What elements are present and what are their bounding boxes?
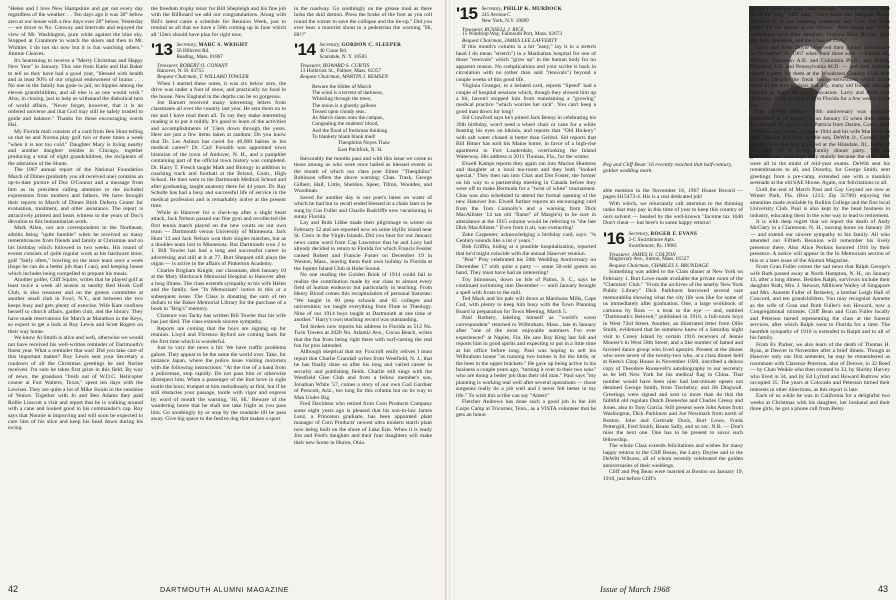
paragraph: Inexorably the months pass and with this issue we come to those among us who were once hailed as blessed events in the month of which our class poet Elmer "Theophilus" Robinson offers the above warning: Chas. Trask, George Gilbert, Hall, Little, Sheldon, Speer, Tilton, Wooldes, and Woodman. [294,155,432,195]
paragraph: Toy Simonson, down on Isle of Palms, S. C., says he continued swimming into December — until January brought a spell with frosts to the mill. [456,276,596,296]
class-officers [481,6,562,24]
paragraph: Mark Allen, our ace correspondent in the Northeast, admits being "quite humble" when he received so many remembrances from friends and family at Christmas and on his birthday which followed in two weeks. His round of events consists of quite regular work at his hardware store, golf "fairly often," bowling on the store team once a week (hope he can do a better job than I can), and keeping house which includes being compelled to prepare his meals. [8,225,143,277]
treasurer: Treasurer, RUSSELL J. RICE [462,27,525,33]
treasurer-address: Magistrary Ave., Sutton, Mass. 01527 [609,256,690,263]
left-page [0,0,446,600]
paragraph: From Ev Parker, we also learn of the death of Thomas H. Ryan, at Denver in November after a brief illness. Though at Hanover only our first semester, he may be remembered as roommate with Clarence Peterson, also of Denver, in 32 Reed — by Chan Weikle who then roomed in 33, by Shirley Harvey who lived in 34, and by Ed Lyford and Howard Ruttrow who occupied 35. The years at Colorado and Peterson turned their interests in other directions, as this report is late. [750,341,890,393]
paragraph: If this month's column is a bit "zany," lay it to a stretch head I do mean "stretch") in a Manhattan hospital for one of those "renovals" which "grow up" in the human body for no apparent reason. No complications and your scribe is back in circulation with no (other than said "renovals") beyond a couple weeks of this good life. [456,44,596,83]
paragraph: It's heartening to receive a "Merry Christmas and Happy New Year" in January. This one from Katie and Hal Baker to tell us they have had a good year, "blessed with health and at least 90% of our original endowment of brains . . . No one in the family has gone to jail, no hippies among the eleven grandchildren, and all else is as one would wish." Also, in closing, just to help us withstand the diabolical turn of world affairs, "Never forget, however, that it is an ordered universe and that God may still be safely trusted to guide and balance." Thanks for those encouraging words Hal. [8,57,143,129]
paragraph: Fred Davidson who retired from Corn Products Company some eight years ago is pleased that his son-in-law James Lenz, a Princeton graduate, has been appointed plant manager of Corn Products' newest ultra modern starch plant now being built on the shore of Lake Erie. When it is ready Jim and Fred's daughter and their four daughters will make their new home in Huron, Ohio. [294,401,432,446]
paragraph: When I started these notes, it was six below zero, the drive was under a foot of snow, and practically no food in the house. New England in the depths can be so gorgeous. [151,80,286,100]
paragraph: With which, we reluctantly call attention to the thinning ranks that may pay in this time of year to keep this country of ours solvent — headed by the well-known "Income tax 1040 Don't cheat — but here's to some happy returns! [603,200,743,227]
class-year: '14 [294,40,316,60]
page-number: 42 [8,584,19,594]
poem-line: As March slams onto the campus, [312,115,384,122]
photo-caption: Peg and Cliff Bean '16 recently reached that half-century, golden wedding mark. [603,162,733,175]
column-3 [294,6,432,446]
paragraph: Ted Mack and his pals will down at Marshons Mills, Cape Cod, with plenty to keep him busy with the Town Planning Board in preparation for Town Meeting, March 5. [456,296,596,315]
right-page-number [878,584,888,594]
address-line: 56 Hillcrest Rd. [176,48,210,55]
magazine-title: DARTMOUTH ALUMNI MAGAZINE [160,585,290,594]
class-header-1915 [456,6,596,24]
address-line: Reading, Mass. 01867 [176,54,223,61]
secretary-name: MARC S. WRIGHT [198,42,248,49]
paragraph: Something was added to the Class dinner at New York on February 1. Burt Lowe made available the private room of the "Chemists' Club." "From the archives of the nearby New York Public Library" Dick Parkhurst borrowed several rare memorabilia showing what the city life was like for some of us immediately after graduation. One, a large workbook of cartoons by Ross — a treat to the eye — and, entitled "Dartmouth's Beloved," published in 1916, a full-room boys in West 73rd Street. Another, an illustrated letter from Ollie Smith, evidenced that he somehow knew of a Saturday night visit to Coney Island by certain 1916 receivers of Jennie Moorer's in West 58th Street, and a like number of famed and favored dance group who lived upstairs. Present at the dinner who were seven of the twenty-two who, at a class dinner held at Keen's Chop House in November 1920, inscribed a deluxe copy of Theodore Roosevelt's autobiography to our secretary as he left New York for his medical flag in China. That number would have been nine had last-minute upsets not detained George Smith, from Tischebzy, and Jib Dingwall. Greetings were signed and sent to more than do this the faithful old regulars Dutch Doenecke and Charles Cressy and Jones, also to Tony Garcia. Still present were John Amos from Washington, Dick Parkhurst and Joe Newmark from north of Boston. John and Gertrude Dock, Burt Lowe, Frank Pettengill, Fred Smith, Beans Sally, and so sec. N.B. — Don't miss the next one. One has to be present to savor such fellowship. [603,269,743,443]
paragraph: Reports are coming that the boys are signing up for reunion. Lloyd and Florence Ryford are coming back for the first time which is wonderful. [151,325,286,345]
address-line: New York, N.Y. 10009 [481,18,529,24]
class-officers [628,231,697,249]
secretary-name: PHILIP K. MURDOCK [503,6,563,12]
column-1 [8,6,143,432]
treasurer-address: Hanover, N. H. 03755 [157,67,204,74]
issue-date: Issue of March 1968 [600,584,670,594]
treasurer: Treasurer, ROBERT O. CONANT [157,63,228,70]
treasurer: Treasurer, JAMES H. COLTON [609,251,676,258]
paragraph: Fletcher Andrews has done such a good job in the Job Corps Camp at Tricorner, Tenn., as a VISTA volunteer that he gets an honor [456,399,596,419]
paragraph: the freedom trophy tenor for Bill Shepleigh and his fine job with the Billboard we add our congratulations. Along with Bill's latest came a schedule for Reunion Week, just to remind us all that we have a 56th coming up in June which all '12ers should have plan for right now. [151,6,286,38]
bequest-chairman: Bequest Chairman, T. WILLARD TOWLER [157,74,249,81]
paragraph: Lay and Ruth Libbe made their pilgrimage to winter on February 12 and are reported now on some idyllic island near St. Croix in the Virgin Islands. Did you hear for our January news came word from Cap Lawrence that he and Lucy had already decided to return to Florida for which Francis Fessler caused Robert and Francie Foster on December 19 in Weston, Mass., leaving them their own holiday in Florida at the Jupiter Island Club at Hobe Sound. [294,220,432,272]
treasurer-address: 15 Winthrop Way, Falmouth Port, Mass. 02673 [462,31,562,38]
right-page [450,0,896,600]
paragraph: "Pest" Pray celebrated his 50th Wedding Anniversary on December 17 with quite a party — some 50-odd guests on hand. They must have had an interesting! [456,257,596,277]
paragraph: Clarence von Tacky has written Bill Towler that his wife has just died. The class extends sincere sympathy. [151,312,286,326]
paragraph: Although skeptical that my Foxcroft really relives I must report that Charlie Crandall writes from Westfield, N. J., that he has finally done so after his long and varied career in security and publishing fields. Charlie still sings with the Westfield Glee Club and from a fellow member's son, Jonathan White '57, comes a story of our own Gail Gardner of Prescott, Ariz., too long for this column but on its way to Man Under Big. [294,349,432,401]
column-6 [750,6,890,413]
secretary-name: ROGER F. EVANS [650,230,698,237]
paragraph: Paul Rothery, labeling himself as "world's worst correspondent" returned to Wilbraham, Mass., late in January after "one of the most enjoyable summers I've ever experienced" at Naples, Fla. He saw Ray King last fall and reports him in good spirits and expecting to put in a little time at his office before long. Paul was hoping to sell his Wilbraham house "as running two homes is for the birds, or the bees in the upper brackets." He gave up being active in his business a couple years ago, "turning it over to their two sons" who are doing a better job than their old man." Paul says "my planning is working real well after several operations — those surgeons really do a job well and I never felt better in my life." To wish this scribe can say "Amen!" [456,315,596,399]
poem-signature: Theophilus Noyes Thaw [338,140,390,147]
poem-line: Congealing the students' blood, [312,121,379,128]
paragraph: Virginia Granger, in a belated card, reports "Speed" had a couple of hospital sessions which, though they slowed him up a bit, haven't stopped him from maintaining a "growing" medical practice "which worries her sick". You can't keep a good man down for long! [456,83,596,115]
poem-line: To blankety blank blank mud! [312,134,376,140]
paragraph: Just to vary the news a bit: We have traffic problems galore. They appear to be the same the world over. Take, for instance Japan, where the police issue visiting motorists with the following instructions: "At the rise of a hand from a policeman, stop rapidly. Do not pass him or otherwise disrespect him. When a passenger of the foot hove in sight tootle the horn; trumpet at him melodiously at first, but if he still obstacles your passage, tootle with vigor and express by word of mouth the warning, 'Hi, Hi.' Beware of the wandering horse that he shall not take fright as you pass him. Go soothingly by or stop by the roadside till he pass away. Give big space to the festive dog that makes a sport [151,345,286,423]
paragraph: My Florida mail consists of a card from Ben Hunt telling us that he and Norma play golf two or three times a week "when it is not too cold." Daughter Mary is living nearby and another daughter resides in Chicago, together producing a total of eight grandchildren, the recipients of the adoration of the Hunts. [8,128,143,167]
paragraph: Each of us while he was in California for a delightful two weeks at Christmas with his daughter, her husband and their three girls, he got a phone call from Betsy [750,393,890,413]
paragraph: able mention in the November 16, 1967 House Record — pages H15473-4. His is a real dedicated job! [603,188,743,201]
address-line: Scarsdale, N. Y. 10583 [319,54,367,61]
secretary-role: Secretary, [319,42,341,49]
poem-line: Tossed upon cloudy seas. [312,108,366,115]
class-year: '15 [456,4,478,23]
paragraph: Larry and Rene Doyle observed their golden anniversary on November 30, 1967 when their three sons — Kelvin '40, William, Princeton A.B. and Columbia Ph.D., and Alfred, Princeton A.B. and Pennsylvania M.D. — and their families hosted a party for them at the Woodcrest Country Club near Syosset. Despite the freak heavy snowstorm which made travel in the area perilous that day, many old friends also got through to share the happy occasion. Larry and Rene now (February 1) are on their way to Florida for a few weeks in the sun. [750,44,890,109]
paragraph: Ted Stokes now reports his address in Florida as 512 No. Twin Towers at 2020 No. Atlantic Ave., Cocoa Beach, writes that the fun from being right there with surf-casting the real fun for pros intended. [294,323,432,350]
paragraph: Joe Barnett received many interesting letters from classmates all over the country last year. He sent them on to me and I have read them all. To say they make interesting reading is to put it mildly. It's good to learn of the activities and accomplishments of '13ers down through the years. Here are just a few items taken at random: Do you know that Dr. Les Ashton has cared for 40,000 babies in his medical career? Dr. Carl Forsaith was appointed town historian of the town of Andover, N. H., and a pamphlet containing part of the official town history was completed. Dr. Harry T. Fresch taught Math and Biology in addition to coaching track and football at the Bristol, Conn., High School. He then went to the Dartmouth Medical School and after graduating, taught anatomy there for 44 years. Dr. Ray Schulte has had a busy and successful life of service in the medical profession and is remarkably active at the present time. [151,99,286,210]
paragraph: We know Al Smith is alive and well, otherwise we would not have received his well-written reminder of Dartmouth's finest year. What a reminder that was! Did you take care of this important matter? Roy Lewis sent your Secretary a rundown of all the Christmas greetings he and Norine received. I'm sure he takes first prize in this field. By way of news, the grandson "fresh out of W.O.C. Helicopter course at Fort Walters, Texas," spent ten days with the Lewises. They are quite a lot of Mike Swain in the sunshine of Venice. Together with Jo and Ben Adams they paid Rollie Linscott a visit and report that he is walking around with a cane and looked good in his commander's cap. Roy says that Noonie is improving and will soon be expected to cure him of his slice and keep his head down during his swing. [8,335,143,432]
secretary-role: Secretary, [176,42,198,49]
paragraph: From Gran Fuller comes the sad news that Ralph George's wife Ruth passed away at North Hampton, N. H., on January 13, after a long illness. Besides Ralph, survivors include their daughter Ruth, Mrs. J. Stewart, Millicent Walley of Singapore and Mrs. Annette Fuller of Berkeley, a brother Leigh Hall of Concord, and ten grandchildren. You may recognize Annette as the wife of Gran and Ruth Fuller's son Howard, now a Congregational minister. Cliff Bean and Gran Fuller locally and Peterson turned representing the class at the funeral services, after which Ralph went to Florida for a time. The heartfelt sympathy of 1916 is extended to Ralph and to all of his family. [750,264,890,342]
poem-line: The wind is a torrent of darkness, [312,89,384,96]
class-year: '16 [603,228,625,248]
class-officers [176,42,248,60]
bequest-chairman: Bequest Chairman, MARTIN J. REMSEN [300,74,388,81]
column-4 [456,6,596,419]
paragraph: Until the end of March Paul and Gay Geyand are now at Winter Park, Fla. (Box 1213, Zip 32789) enjoying the amenities made available by Rollins College and the fine local University Club. Paul is also kept by the head business in industry, educating them in the wise way to lead to retirement. [750,186,890,219]
class-header-1916 [603,228,743,249]
paragraph: in the roadway. Go soothingly on the grease mud as there lurks the skid demon. Press the brake of the foot as you roll round the corner to save the collapse and the tie-up." Did you ever hear a motorist shout to a pedestrian the warning "Hi, Hi!?" [294,6,432,38]
bequest-chairman: Bequest Chairman, JAMES LEE LAFFERTY [462,37,558,44]
paragraph: Cliff and Peg Bean were married at Boston on January 19, 1918, just before Cliff's [603,469,743,482]
paragraph: The whole Class extends felicitations and wishes for many happy returns to the Cliff Beans, the Larry Doyles and to the DeWitt Wilsons, all of whom recently celebrated the golden anniversaries of their weddings. [603,443,743,469]
magazine-title-footer [160,585,289,594]
issue-date-footer [600,584,670,594]
paragraph: The DeWitt Wilsons' 50th anniversary was similarly celebrated, as of January 5, on January 15 when their oldest son Donald '41 and his wife Patricia from Darien, Conn.; their youngest son Charles, Colgate 1944 and his wife Martha from New Canaan; and their middle son, DeWitt Jr., Cornell 1947 and his wife Adelina, gathered at the Hinsdale, Ill., home of the latter for a lovely family dinner party. The six grandchildren were kept busy mainly because the older ones were all in the midst of mid-year exams. DeWitt sent his remembrances to all, and Dorothy, for George Smith, sent greetings from a pre-camp, extended one with a manikin serenade at the old SAE House. Again, our felicitations to all. [750,109,890,187]
class-year: '13 [151,40,173,60]
paragraph: Elwell Kamps reports they again ran into Marion Huntress and daughter at a local tea-room and they both "looked special." They then ran into Chas and Dot Foster, the former on his way to a partnership meeting in Canada before they were off to make Bermuda for a "twist of white" tournament. Chas was also scheduled to attend the formal opening of the new Hanover Inn. Elwell further reports an encouraging card from the Tom Connolly's and a warning from Dick MacAllister '14 tan old "flame" of Margie's) to be sure in attendance at the 1915 column would be referring to "the late Dick MacAllister." Even from it all, was overacting! [456,160,596,232]
bequest-chairman: Bequest Chairman, CHARLES S. BRUNDAGE [609,262,709,269]
secretary-role: Secretary, [628,230,650,237]
paragraph: Zeke Carpenter, acknowledging a birthday card, says: "¾ Century sounds like a lot o' years." [456,231,596,244]
left-page-number [8,584,18,594]
paragraph: No one reading the Golden Book of 1914 could fail to realize the contribution made by our class to almost every field of human endeavor but particularly in teaching. From Henry Blood comes this recapitulation of personal histories: "We taught in 60 prep schools and 65 colleges and universities; we taught everything from Flute to Theology. Nine of our 1914 boys taught at Dartmouth at one time or another." Harry's own teaching record was outstanding. [294,272,432,324]
class-officers [319,42,401,60]
paragraph: orders to destroyer duty came through. "Sixteen has been with us all the way," Cliff adds, "since Hobe and Margaret Baker attended us at our wedding ceremony and Gran and Ruth Fuller did the honors at our fiftieth." Also taking part in the celebration were their daughter, Virginia Bean Bryant, their son Jack, grandson, and the Class of 1925." [750,6,890,45]
poem-line: And the flood of freshman thinking [312,127,388,134]
paragraph: The 1967 annual report of the National Foundation March of Dimes (probably you all received one) contains an up-to-date picture of Doc O'Connor and a message from him as its president calling attention to the included expressions from mothers and fathers. We have brought their reports to March of Dimes Birth Defects Center for evaluation, treatment, and other assistance. The report is attractively printed and bears witness to the years of Doc's devotion to this humanitarian work. [8,167,143,225]
column-5 [603,188,743,482]
column-2 [151,6,286,423]
paragraph: "Helen and I love New Hampshire and get out every day regardless of the weather. . . Ten days ago it was 30° below zero at our house with a few days over 20° below. Yesterday — we drove to No. Conway and Intervale and enjoyed the view of Mt. Washington, pure white against the blue sky. Stopped at Cranmore to watch the skiers and then to Mt. Whittier. I do not ski now but it is fun watching others." Jimmie Cleaves. [8,6,143,58]
secretary-name: GORDON C. SLEEPER [341,42,402,49]
address-line: 40 Crane Rd. [319,48,347,55]
address-line: Swarthmore, Pa. 19081 [628,242,678,249]
paragraph: Sid Crawford says he's joined Jack Benny in celebrating his 39th birthday, won't need a wheel chair or cane for a while feasting his eyes on bikinis, and reports that "Old Hickory" with salt water chased is better than Geritol. Sid reports that Bill Bitner has sold his Maine home, in favor of a high-rise apartment in Fort Lauderdale, overlooking the Inland Waterway. His address is 2011 Thomas, Fla., for the winter. [456,115,596,161]
poem-line: Whistling through the trees; [312,96,372,103]
paragraph: Saved for another day is our poet's latest on water of which he had but to recall ended blessed in a chain later to be sung by Gus Fuller and Charlie Radcliffe now vacationing in sunny Florida. [294,194,432,220]
poem-title: Beware the Slides of March [312,83,372,90]
class-header-1914 [294,42,432,60]
paragraph: Another golfer, Cliff Squire, writes that he played golf at least twice a week all season at nearby Red Hook Golf Club, is also treasurer and on the greens committee at another small club in Fowl, N.Y., and between the two keeps busy and gets plenty of exercise. Wife Kate confines herself to church affairs, garden club, and the library. They have made reservations for March at Marathon in the Keys, so expect to get a look at Roy Lewis and Scott Rogers on their way home. [8,277,143,335]
address-line: 2-C Swarthmore Apts. [628,236,675,243]
poem-line: The moon is a ghostly galleon [312,102,376,109]
address-line: 245 Avenue C [481,12,511,18]
class-header-1913 [151,42,286,60]
paragraph: It is with deep regret that we report the death of Andy McClary in a Claremont, N. H., nursing home on January 28 — and extend our sincere sympathy to his family. All who attended our Fiftieth Reunion will remember his lively presence there. Also Alice Perkins honored 1916 by their presence. A notice will appear in the In Memoriam section of this or a later issue of the Alumni Magazine. [750,218,890,264]
page-number: 43 [877,584,888,594]
paragraph: Bob Griffin, hiding at a possible hospitalization, reported that he'd might coincide with the annual Hanover reunion. [456,244,596,257]
treasurer-address: 13 Holbrook St., Palmer, Mass. 02357 [300,67,382,74]
paragraph: While in Hanover for a check-up after a slight heart attack, Jack Nelson passed our fine gym and recollected the first tennis match played on the new courts on our own team — Dartmouth versus University of Minnesota. Jack Hunt '13 and Jack Nelson won their singles matches, but as a doubles team lost to Minnesota. But Dartmouth won 2 to 1. Bill Towler has had a long and successful career in advertising and still at it at 77. Burt Shepard still plays the organ — is active in the affairs of Pinkerton Academy. [151,209,286,268]
secretary-role: Secretary, [481,6,503,12]
poem [312,84,432,153]
treasurer: Treasurer, HOWARD S. CURTIS [300,63,370,70]
paragraph: Charles Brigham Knight, our classmate, died January 10 at the Mary Hitchcock Memorial Hospital in Hanover after a long illness. The class extends sympathy to his wife Helen and the family. See "In Memoriam" notice in this or a subsequent issue. The Class is donating the sum of ten dollars to the Baker Memorial Library for the purchase of a book in "Brig's" memory. [151,267,286,313]
poem-signature-place: East Pitchfork, N. H. [338,146,383,153]
